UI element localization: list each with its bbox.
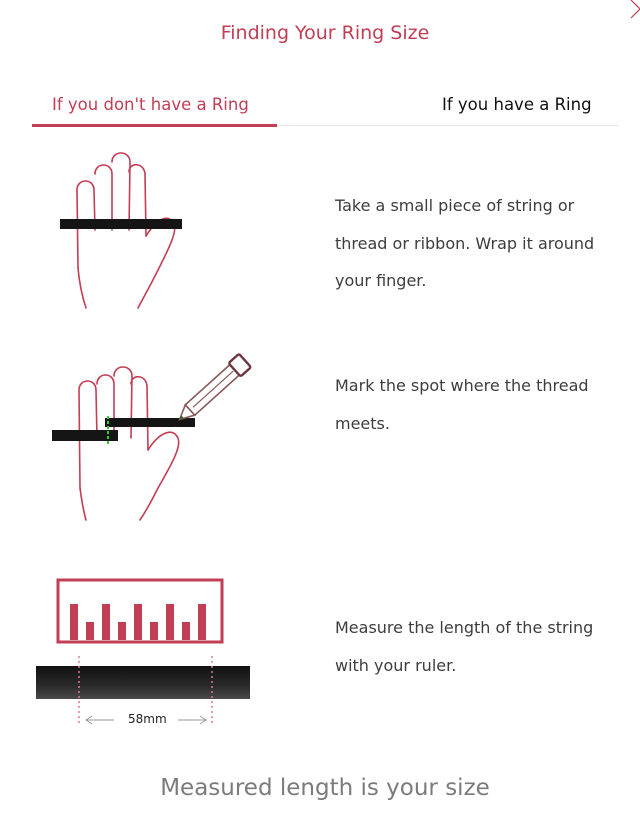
measurement-label: 58mm bbox=[128, 712, 167, 726]
hand-pencil-icon bbox=[50, 338, 270, 523]
tab-have-ring[interactable]: If you have a Ring bbox=[442, 95, 592, 114]
step-3-text: Measure the length of the string with your ruler. bbox=[335, 618, 594, 675]
active-tab-indicator bbox=[32, 124, 277, 127]
step-1-text: Take a small piece of string or thread or ribbon. Wrap it around your finger. bbox=[335, 196, 595, 290]
page-title: Finding Your Ring Size bbox=[220, 22, 430, 44]
ruler-icon bbox=[36, 578, 256, 730]
footer-text: Measured length is your size bbox=[160, 775, 490, 801]
hand-string-icon bbox=[60, 150, 190, 310]
tab-no-ring[interactable]: If you don't have a Ring bbox=[52, 95, 249, 114]
close-icon[interactable] bbox=[626, 0, 640, 22]
step-2-text: Mark the spot where the thread meets. bbox=[335, 376, 589, 433]
